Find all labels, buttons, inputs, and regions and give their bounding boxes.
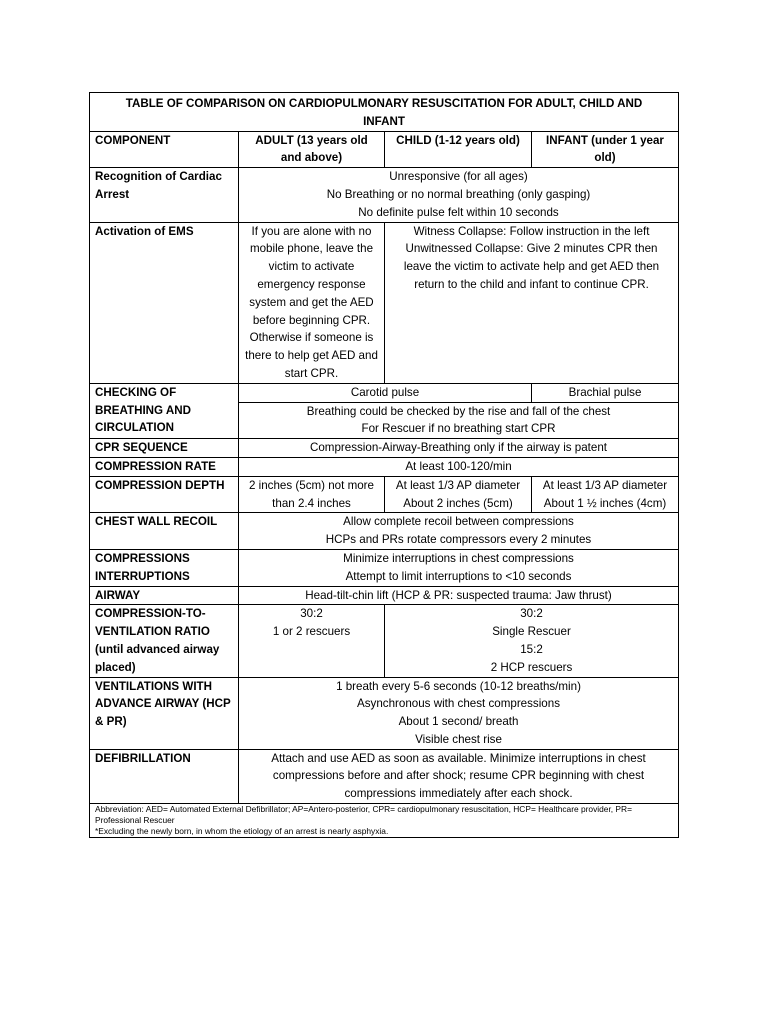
ventilations-row	[90, 677, 679, 749]
interruptions-label: COMPRESSIONS INTERRUPTIONS	[90, 549, 239, 586]
compression-depth-label: COMPRESSION DEPTH	[90, 476, 239, 513]
compression-rate-row	[90, 457, 679, 476]
depth-line: About 1 ½ inches (4cm)	[543, 496, 667, 510]
recoil-line: Allow complete recoil between compressions	[343, 515, 574, 529]
depth-line: About 2 inches (5cm)	[403, 496, 513, 510]
cpr-sequence-row	[90, 439, 679, 458]
cpr-comparison-document	[89, 92, 678, 838]
ratio-row	[90, 605, 679, 677]
recognition-label: Recognition of Cardiac Arrest	[90, 168, 239, 222]
title-row	[90, 93, 679, 132]
depth-line: At least 1/3 AP diameter	[542, 478, 668, 492]
ems-adult: If you are alone with no mobile phone, leave the victim to activate emergency response system and get the AED before beginning CPR. Otherwise if someone is there to help get AED and start CPR.	[239, 222, 385, 383]
ems-label: Activation of EMS	[90, 222, 239, 383]
ratio-line: 30:2	[520, 607, 543, 621]
interruptions-line: Minimize interruptions in chest compressions	[343, 551, 574, 565]
pulse-adult-child: Carotid pulse	[239, 383, 532, 402]
checking-content	[239, 402, 679, 439]
compression-depth-adult: 2 inches (5cm) not more than 2.4 inches	[239, 476, 385, 513]
defibrillation-label: DEFIBRILLATION	[90, 749, 239, 803]
compression-depth-infant	[532, 476, 679, 513]
compression-depth-child	[385, 476, 532, 513]
header-component: COMPONENT	[90, 131, 239, 168]
ratio-line: Single Rescuer	[492, 625, 571, 639]
ventilations-label: VENTILATIONS WITH ADVANCE AIRWAY (HCP & PR)	[90, 677, 239, 749]
ventilations-line: Visible chest rise	[415, 732, 502, 746]
airway-label: AIRWAY	[90, 586, 239, 605]
recoil-label: CHEST WALL RECOIL	[90, 513, 239, 550]
footnotes	[90, 804, 679, 838]
abbreviation-note: Abbreviation: AED= Automated External Defibrillator; AP=Antero-posterior, CPR= cardiopulmonary resuscitation, HCP= Healthcare provider, PR= Professional Rescuer	[95, 804, 632, 826]
ventilations-line: About 1 second/ breath	[398, 715, 519, 729]
depth-line: At least 1/3 AP diameter	[395, 478, 521, 492]
recognition-line: Unresponsive (for all ages)	[389, 170, 528, 184]
interruptions-content	[239, 549, 679, 586]
ratio-label: COMPRESSION-TO-VENTILATION RATIO (until advanced airway placed)	[90, 605, 239, 677]
recognition-line: No definite pulse felt within 10 seconds	[358, 205, 559, 219]
airway-content: Head-tilt-chin lift (HCP & PR: suspected trauma: Jaw thrust)	[239, 586, 679, 605]
interruptions-line: Attempt to limit interruptions to <10 seconds	[345, 569, 572, 583]
recoil-line: HCPs and PRs rotate compressors every 2 minutes	[325, 533, 592, 547]
airway-row	[90, 586, 679, 605]
cpr-sequence-label: CPR SEQUENCE	[90, 439, 239, 458]
recoil-row	[90, 513, 679, 550]
ems-child-infant: Witness Collapse: Follow instruction in the left Unwitnessed Collapse: Give 2 minutes CPR then leave the victim to activate help and get AED then return to the child and infant to continue CPR.	[385, 222, 679, 383]
header-child: CHILD (1-12 years old)	[385, 131, 532, 168]
header-adult: ADULT (13 years old and above)	[239, 131, 385, 168]
recoil-content	[239, 513, 679, 550]
checking-line: For Rescuer if no breathing start CPR	[361, 422, 556, 436]
ratio-child-infant	[385, 605, 679, 677]
ventilations-content	[239, 677, 679, 749]
checking-pulse-row	[90, 383, 679, 402]
defibrillation-content: Attach and use AED as soon as available. Minimize interruptions in chest compressions before and after shock; resume CPR beginning with chest compressions immediately after each shock.	[239, 749, 679, 803]
recognition-content	[239, 168, 679, 222]
cpr-comparison-table	[89, 92, 679, 838]
defibrillation-row	[90, 749, 679, 803]
checking-label: CHECKING OF BREATHING AND CIRCULATION	[90, 383, 239, 438]
checking-line: Breathing could be checked by the rise and fall of the chest	[306, 404, 611, 418]
recognition-row	[90, 168, 679, 222]
ratio-line: 1 or 2 rescuers	[272, 625, 351, 639]
header-row	[90, 131, 679, 168]
footnote-row	[90, 804, 679, 838]
ratio-line: 15:2	[520, 642, 543, 656]
compression-depth-row	[90, 476, 679, 513]
ventilations-line: 1 breath every 5-6 seconds (10-12 breaths/min)	[336, 679, 581, 693]
pulse-infant: Brachial pulse	[532, 383, 679, 402]
cpr-sequence-content: Compression-Airway-Breathing only if the airway is patent	[239, 439, 679, 458]
ems-row	[90, 222, 679, 383]
ventilations-line: Asynchronous with chest compressions	[357, 697, 560, 711]
compression-rate-content: At least 100-120/min	[239, 457, 679, 476]
ratio-line: 2 HCP rescuers	[490, 660, 573, 674]
recognition-line: No Breathing or no normal breathing (only gasping)	[326, 187, 591, 201]
ratio-adult	[239, 605, 385, 677]
compression-rate-label: COMPRESSION RATE	[90, 457, 239, 476]
interruptions-row	[90, 549, 679, 586]
asphyxia-note: *Excluding the newly born, in whom the etiology of an arrest is nearly asphyxia.	[95, 826, 389, 837]
table-title: TABLE OF COMPARISON ON CARDIOPULMONARY RESUSCITATION FOR ADULT, CHILD AND INFANT	[90, 93, 679, 132]
ratio-line: 30:2	[300, 607, 323, 621]
header-infant: INFANT (under 1 year old)	[532, 131, 679, 168]
